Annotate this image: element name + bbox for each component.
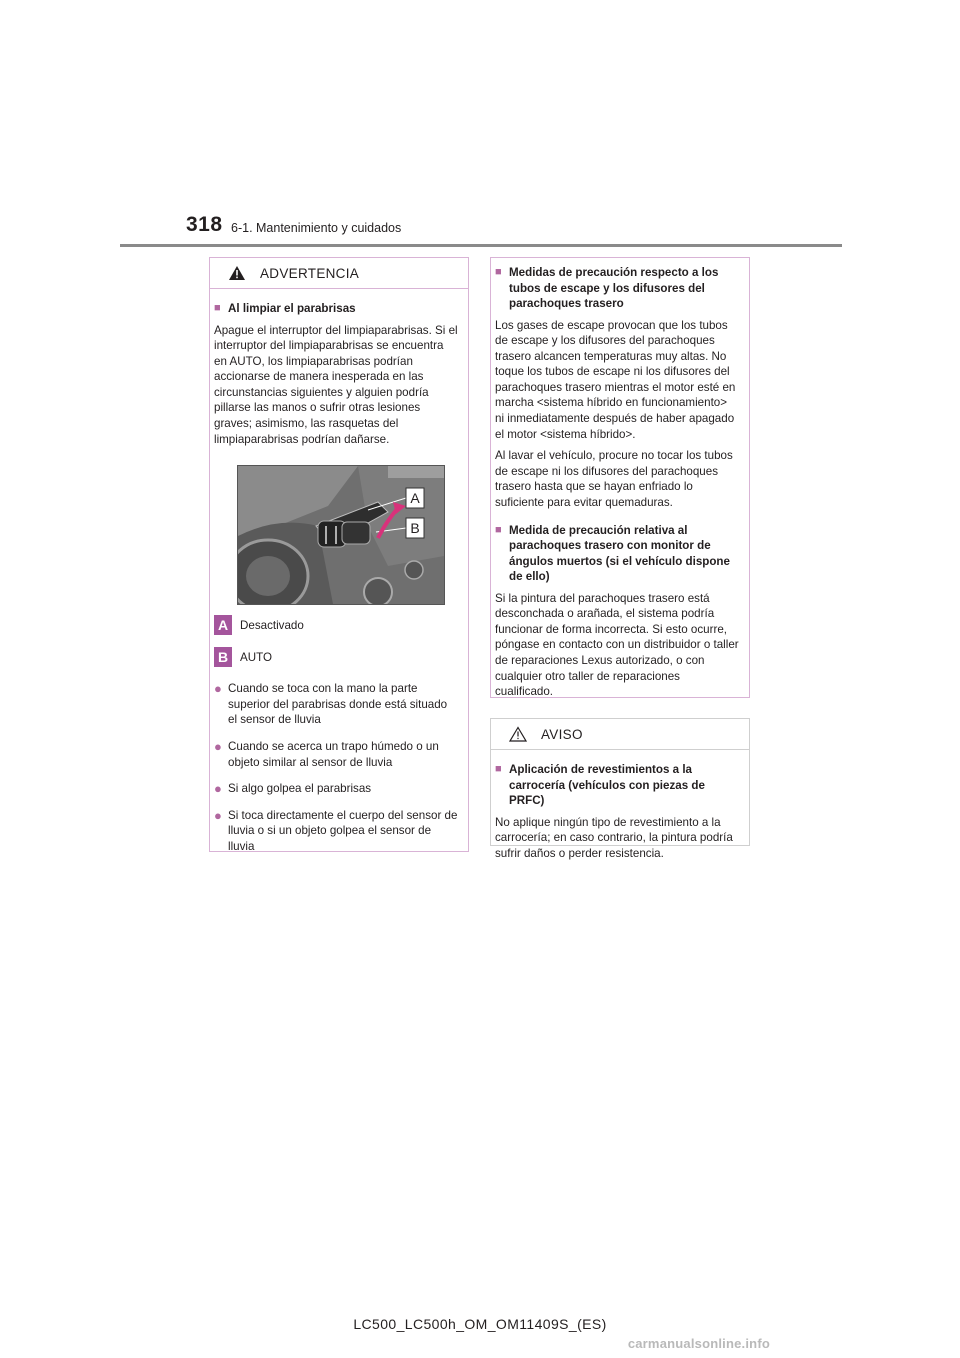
notice-header (491, 719, 749, 750)
image-label-a: A (410, 490, 420, 507)
warning-header (210, 258, 468, 289)
document-code: LC500_LC500h_OM_OM11409S_(ES) (353, 1316, 607, 1332)
square-bullet-icon: ■ (495, 266, 502, 278)
header-rule (120, 244, 842, 247)
warning-box (209, 257, 469, 852)
warning-subheading: ■ Medida de precaución relativa al parachoques trasero con monitor de ángulos muertos (si el vehículo dispone de ello) (495, 523, 730, 584)
notice-box (490, 718, 750, 860)
callout-text-a: Desactivado (240, 618, 304, 632)
warning-bullet: ● Cuando se acerca un trapo húmedo o un objeto similar al sensor de lluvia (214, 739, 439, 769)
image-label-b: B (410, 520, 420, 537)
square-bullet-icon: ■ (495, 763, 502, 775)
wiper-switch-illustration (237, 465, 445, 605)
warning-paragraph: Si la pintura del parachoques trasero está desconchada o arañada, el sistema podría funcionar de forma incorrecta. Si esto ocurre, póngase en contacto con un distribuidor o taller de reparaciones Lexus autorizado, o con cualquier otro taller de reparaciones cualificado. (495, 591, 739, 699)
warning-bullet: ● Cuando se toca con la mano la parte superior del parabrisas donde está situado el sensor de lluvia (214, 681, 448, 727)
square-bullet-icon: ■ (495, 523, 502, 536)
warning-triangle-icon (228, 265, 246, 281)
callout-text-b: AUTO (240, 650, 272, 664)
callout-letter-b: B (214, 647, 232, 667)
circle-bullet-icon: ● (214, 681, 222, 697)
warning-title: ADVERTENCIA (260, 265, 360, 281)
warning-paragraph: Al lavar el vehículo, procure no tocar los tubos de escape ni los difusores del parachoques trasero hasta que se hayan enfriado lo suficiente para evitar quemaduras. (495, 449, 733, 510)
warning-bullet: ● Si toca directamente el cuerpo del sensor de lluvia o si un objeto golpea el sensor de lluvia (214, 807, 458, 853)
circle-bullet-icon: ● (214, 807, 222, 823)
square-bullet-icon: ■ (214, 302, 221, 314)
warning-subheading: ■ Medidas de precaución respecto a los tubos de escape y los difusores del parachoques trasero (495, 266, 719, 310)
caution-triangle-icon (509, 726, 527, 742)
warning-paragraph: Apague el interruptor del limpiaparabrisas. Si el interruptor del limpiaparabrisas se encuentra en AUTO, los limpiaparabrisas podrían accionarse de manera inesperada en las circunstancias siguientes y alguien podría pillarse las manos o sufrir otras lesiones graves; asimismo, las rasquetas del limpiaparabrisas podrían dañarse. (214, 323, 458, 446)
circle-bullet-icon: ● (214, 739, 222, 755)
notice-title: AVISO (541, 726, 583, 742)
notice-subheading: ■ Aplicación de revestimientos a la carrocería (vehículos con piezas de PRFC) (495, 763, 705, 807)
circle-bullet-icon: ● (214, 781, 222, 797)
warning-bullet: ● Si algo golpea el parabrisas (214, 781, 372, 797)
warning-paragraph: Los gases de escape provocan que los tubos de escape y los difusores del parachoques trasero alcancen temperaturas muy altas. No toque los tubos de escape ni los difusores del parachoques trasero mientras el motor esté en marcha <sistema híbrido en funcionamiento> ni inmediatamente después de haber apagado el motor <sistema híbrido>. (495, 318, 736, 441)
page-number: 318 (186, 213, 223, 236)
warning-subheading: ■ Al limpiar el parabrisas (214, 302, 356, 315)
callout-b (214, 647, 458, 667)
callout-a (214, 615, 458, 635)
callout-letter-a: A (214, 615, 232, 635)
notice-paragraph: No aplique ningún tipo de revestimiento a la carrocería; en caso contrario, la pintura podría sufrir daños o perder resistencia. (495, 815, 733, 860)
watermark: carmanualsonline.info (627, 1336, 770, 1351)
section-title: 6-1. Mantenimiento y cuidados (231, 221, 402, 235)
warning-continuation-box (490, 257, 750, 698)
